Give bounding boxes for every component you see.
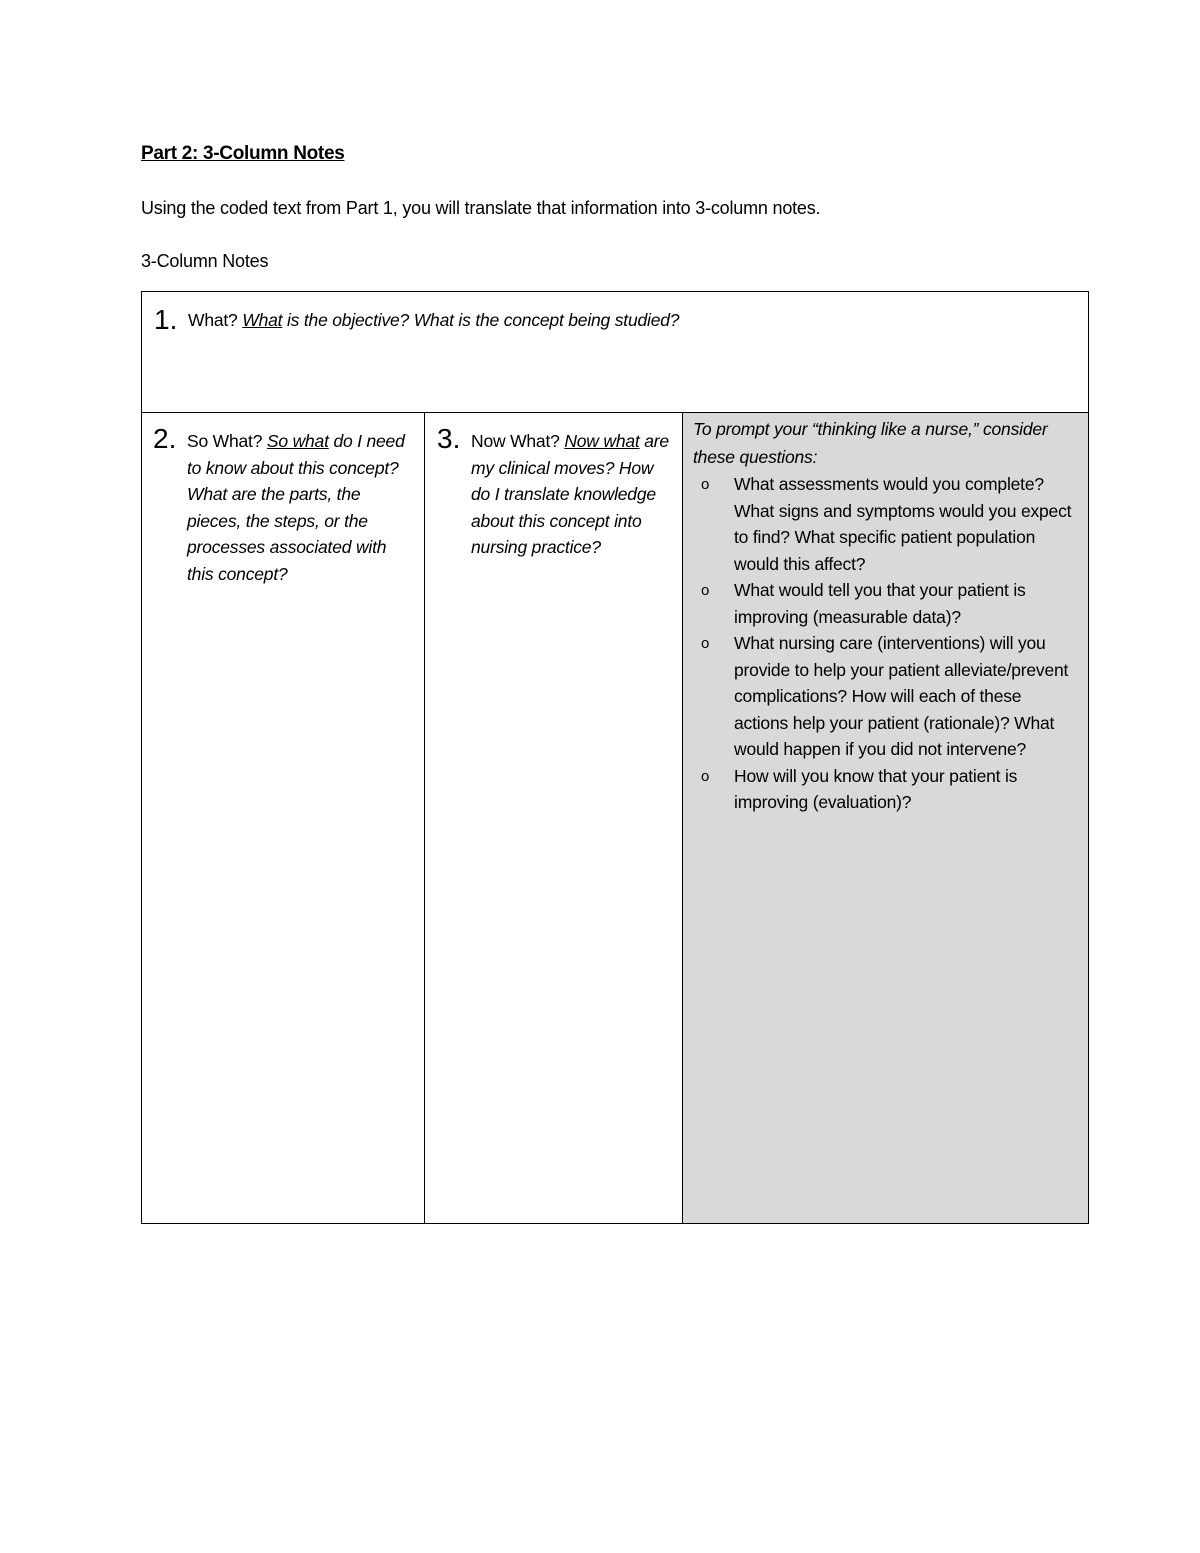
nurse-prompt-column[interactable] (683, 413, 1088, 1223)
list-item (693, 471, 1078, 577)
so-what-question: do I need to know about this concept? What are the parts, the pieces, the steps, or the processes associated with this concept? (187, 431, 405, 584)
hollow-bullet-icon: o (701, 635, 710, 652)
so-what-column[interactable] (142, 413, 425, 1223)
list-item (693, 577, 1078, 630)
page-title: Part 2: 3-Column Notes (141, 143, 345, 164)
what-underlined: What (242, 310, 283, 330)
what-label: What? (188, 310, 238, 330)
question-text: How will you know that your patient is improving (evaluation)? (734, 765, 1018, 812)
now-what-question: are my clinical moves? How do I translate knowledge about this concept into nursing practice? (471, 431, 669, 557)
hollow-bullet-icon: o (701, 582, 710, 599)
so-what-label: So What? (187, 431, 263, 451)
now-what-prompt (471, 428, 676, 561)
list-item (693, 763, 1078, 816)
column-number-2: 2. (153, 423, 177, 454)
question-text: What nursing care (interventions) will you provide to help your patient alleviate/prevent complications? How will each of these actions help your patient (rationale)? What would happen if you did not intervene? (734, 633, 1069, 759)
what-prompt (188, 307, 679, 334)
table-caption: 3-Column Notes (141, 251, 269, 271)
now-what-label: Now What? (471, 431, 560, 451)
question-text: What assessments would you complete? What signs and symptoms would you expect to find? What specific patient population would this affect? (734, 474, 1072, 574)
nurse-prompt-intro: To prompt your “thinking like a nurse,” consider these questions: (693, 419, 1048, 467)
row-number-1: 1. (154, 304, 178, 335)
what-row[interactable] (142, 292, 1088, 413)
column-number-3: 3. (437, 423, 461, 454)
list-item (693, 630, 1078, 763)
now-what-column[interactable] (425, 413, 683, 1223)
hollow-bullet-icon: o (701, 767, 710, 785)
hollow-bullet-icon: o (701, 476, 710, 493)
what-question: is the objective? What is the concept being studied? (286, 310, 680, 330)
now-what-underlined: Now what (564, 431, 640, 451)
so-what-prompt (187, 428, 412, 587)
intro-paragraph: Using the coded text from Part 1, you will translate that information into 3-column notes. (141, 198, 821, 218)
so-what-underlined: So what (266, 431, 329, 451)
question-list (693, 471, 1078, 816)
question-text: What would tell you that your patient is improving (measurable data)? (734, 580, 1026, 627)
three-column-notes-table (141, 291, 1089, 1224)
